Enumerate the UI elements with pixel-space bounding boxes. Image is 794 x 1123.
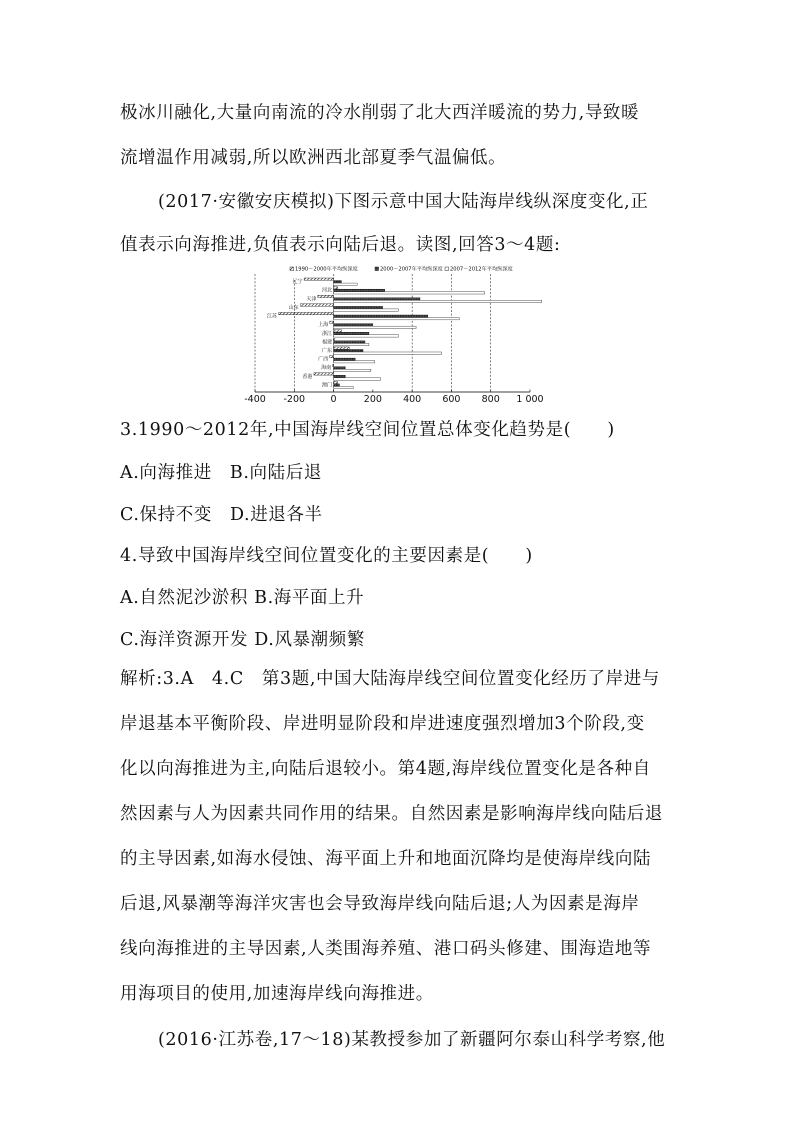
bar [334, 338, 335, 340]
bar [334, 378, 381, 380]
next-question-intro: (2016·江苏卷,17～18)某教授参加了新疆阿尔泰山科学考察,他 [158, 1030, 666, 1050]
category-label: 香港 [302, 373, 313, 380]
legend-label: 1990～2000年平均纵深度 [295, 266, 358, 273]
question-3-options-cd: C.保持不变 D.进退各半 [120, 505, 323, 525]
x-tick-label: -400 [244, 394, 266, 405]
category-label: 天津 [306, 296, 317, 303]
legend-label: 2000～2007年平均纵深度 [380, 266, 443, 273]
question-3: 3.1990～2012年,中国海岸线空间位置总体变化趋势是( ) [120, 420, 615, 440]
bar [334, 281, 342, 283]
bar [334, 318, 460, 320]
category-label: 山东 [288, 304, 299, 311]
coastline-depth-chart [240, 262, 560, 407]
legend-swatch [445, 267, 449, 271]
category-label: 河北 [322, 287, 333, 294]
bar [334, 361, 375, 363]
category-label: 浙江 [322, 330, 333, 337]
paragraph-line: 流增温作用减弱,所以欧洲西北部夏季气温偏低。 [120, 148, 507, 168]
bar [334, 326, 417, 328]
category-label: 福建 [322, 339, 333, 346]
bar [334, 292, 485, 294]
bar [334, 324, 373, 326]
category-label: 广西 [318, 356, 329, 363]
chart-svg [240, 262, 560, 407]
bar [333, 364, 334, 366]
bar [334, 367, 346, 369]
x-tick-label: 0 [330, 394, 337, 405]
answer-line: 线向海推进的主导因素,人类围海养殖、港口码头修建、围海造地等 [120, 939, 652, 959]
question-3-options-ab: A.向海推进 B.向陆后退 [120, 463, 322, 483]
x-tick-label: 800 [481, 394, 500, 405]
bar [334, 352, 442, 354]
bar [334, 347, 350, 349]
category-label: 海南 [321, 365, 332, 372]
bar [334, 335, 399, 337]
answer-line: 后退,风暴潮等海洋灾害也会导致海岸线向陆后退;人为因素是海岸 [120, 894, 640, 914]
bar [334, 300, 542, 302]
bar [304, 278, 333, 280]
bar [334, 384, 340, 386]
bar [330, 356, 334, 358]
bar [334, 381, 338, 383]
category-label: 辽宁 [292, 279, 303, 286]
category-label: 江苏 [267, 313, 278, 320]
legend-swatch [375, 267, 379, 271]
chart-x-axis [244, 390, 543, 406]
x-tick-label: 600 [442, 394, 461, 405]
question-4-options-cd: C.海洋资源开发 D.风暴潮频繁 [120, 630, 365, 650]
bar [334, 298, 420, 300]
category-label: 上海 [318, 322, 329, 329]
bar [334, 375, 346, 377]
bar [334, 289, 385, 291]
chart-bars [279, 278, 542, 389]
bar [279, 312, 334, 314]
bar [330, 321, 334, 323]
bar [334, 283, 358, 285]
bar [334, 330, 342, 332]
bar [334, 332, 369, 334]
category-label: 广东 [322, 347, 333, 354]
bar [334, 386, 354, 388]
legend-swatch [290, 267, 294, 271]
paragraph-line: 极冰川融化,大量向南流的冷水削弱了北大西洋暖流的势力,导致暖 [120, 103, 640, 123]
question-4: 4.导致中国海岸线空间位置变化的主要因素是( ) [120, 546, 533, 566]
bar [334, 369, 371, 371]
legend-label: 2007～2012年平均纵深度 [450, 266, 513, 273]
bar [334, 309, 399, 311]
chart-legend [290, 264, 514, 272]
bar [318, 295, 334, 297]
bar [314, 373, 334, 375]
bar [334, 358, 356, 360]
chart-category-labels [267, 278, 332, 388]
x-tick-label: -200 [283, 394, 306, 405]
bar [334, 287, 338, 289]
x-tick-label: 1 000 [516, 394, 544, 405]
bar [334, 306, 383, 308]
answer-line: 用海项目的使用,加速海岸线向海推进。 [120, 984, 434, 1004]
x-tick-label: 200 [363, 394, 382, 405]
bar [334, 343, 369, 345]
question-intro-line: (2017·安徽安庆模拟)下图示意中国大陆海岸线纵深度变化,正 [158, 192, 649, 212]
answer-line: 岸退基本平衡阶段、岸进明显阶段和岸进速度强烈增加3个阶段,变 [120, 714, 645, 734]
question-4-options-ab: A.自然泥沙淤积 B.海平面上升 [120, 588, 365, 608]
answer-line: 然因素与人为因素共同作用的结果。自然因素是影响海岸线向陆后退 [120, 804, 663, 824]
bar [334, 341, 365, 343]
answer-line: 解析:3.A 4.C 第3题,中国大陆海岸线空间位置变化经历了岸进与 [120, 669, 660, 689]
question-intro-line: 值表示向海推进,负值表示向陆后退。读图,回答3～4题: [120, 235, 561, 255]
answer-line: 化以向海推进为主,向陆后退较小。第4题,海岸线位置变化是各种自 [120, 759, 651, 779]
bar [300, 304, 333, 306]
category-label: 澳门 [322, 382, 333, 389]
bar [334, 315, 428, 317]
answer-line: 的主导因素,如海水侵蚀、海平面上升和地面沉降均是使海岸线向陆 [120, 849, 652, 869]
x-tick-label: 400 [403, 394, 422, 405]
bar [334, 349, 363, 351]
